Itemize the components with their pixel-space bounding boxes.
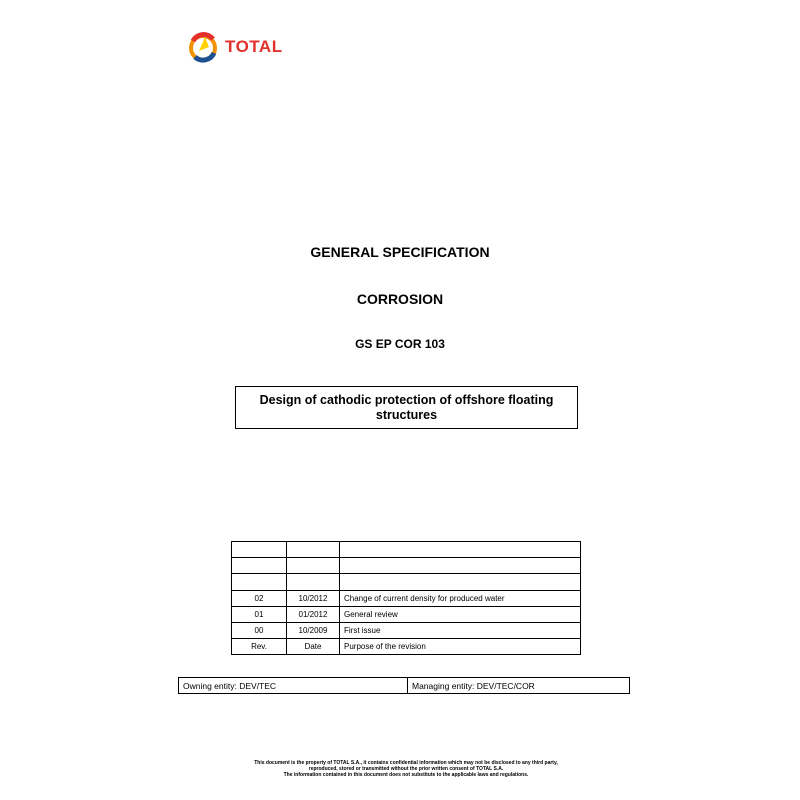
table-row <box>232 590 581 606</box>
table-row <box>232 558 581 574</box>
document-title-box <box>235 386 578 429</box>
date-cell <box>287 542 340 558</box>
date-cell <box>287 558 340 574</box>
date-cell <box>287 574 340 590</box>
spec-heading: GENERAL SPECIFICATION <box>310 244 490 260</box>
category-heading: CORROSION <box>356 291 444 307</box>
confidentiality-footer <box>200 760 612 778</box>
purpose-header: Purpose of the revision <box>340 639 581 655</box>
table-row <box>232 574 581 590</box>
date-cell: 10/2012 <box>287 590 340 606</box>
purpose-cell: First issue <box>340 622 581 638</box>
table-row <box>232 622 581 638</box>
rev-cell <box>232 574 287 590</box>
rev-cell: 02 <box>232 590 287 606</box>
total-logo-icon <box>185 29 221 65</box>
table-row <box>232 542 581 558</box>
document-code: GS EP COR 103 <box>355 337 445 351</box>
table-row <box>232 606 581 622</box>
purpose-cell <box>340 558 581 574</box>
total-logo <box>185 27 283 67</box>
footer-line-2: reproduced, stored or transmitted without the prior written consent of TOTAL S.A. <box>308 766 504 772</box>
document-title: Design of cathodic protection of offshore floating structures <box>259 392 554 422</box>
purpose-cell <box>340 542 581 558</box>
footer-line-1: This document is the property of TOTAL S.A., it contains confidential information which may not be disclosed to any third party, <box>254 760 558 766</box>
entity-table <box>178 677 630 694</box>
rev-cell <box>232 542 287 558</box>
date-header: Date <box>287 639 340 655</box>
table-header-row <box>232 639 581 655</box>
managing-entity: Managing entity: DEV/TEC/COR <box>408 678 630 694</box>
date-cell: 01/2012 <box>287 606 340 622</box>
purpose-cell <box>340 574 581 590</box>
logo-text: TOTAL <box>225 37 283 56</box>
footer-line-3: The information contained in this document does not substitute to the applicable laws and regulations. <box>283 772 529 778</box>
rev-cell: 01 <box>232 606 287 622</box>
date-cell: 10/2009 <box>287 622 340 638</box>
rev-cell <box>232 558 287 574</box>
table-row <box>179 678 630 694</box>
rev-header: Rev. <box>232 639 287 655</box>
purpose-cell: Change of current density for produced water <box>340 590 581 606</box>
owning-entity: Owning entity: DEV/TEC <box>179 678 408 694</box>
purpose-cell: General review <box>340 606 581 622</box>
revision-table <box>231 541 581 655</box>
rev-cell: 00 <box>232 622 287 638</box>
